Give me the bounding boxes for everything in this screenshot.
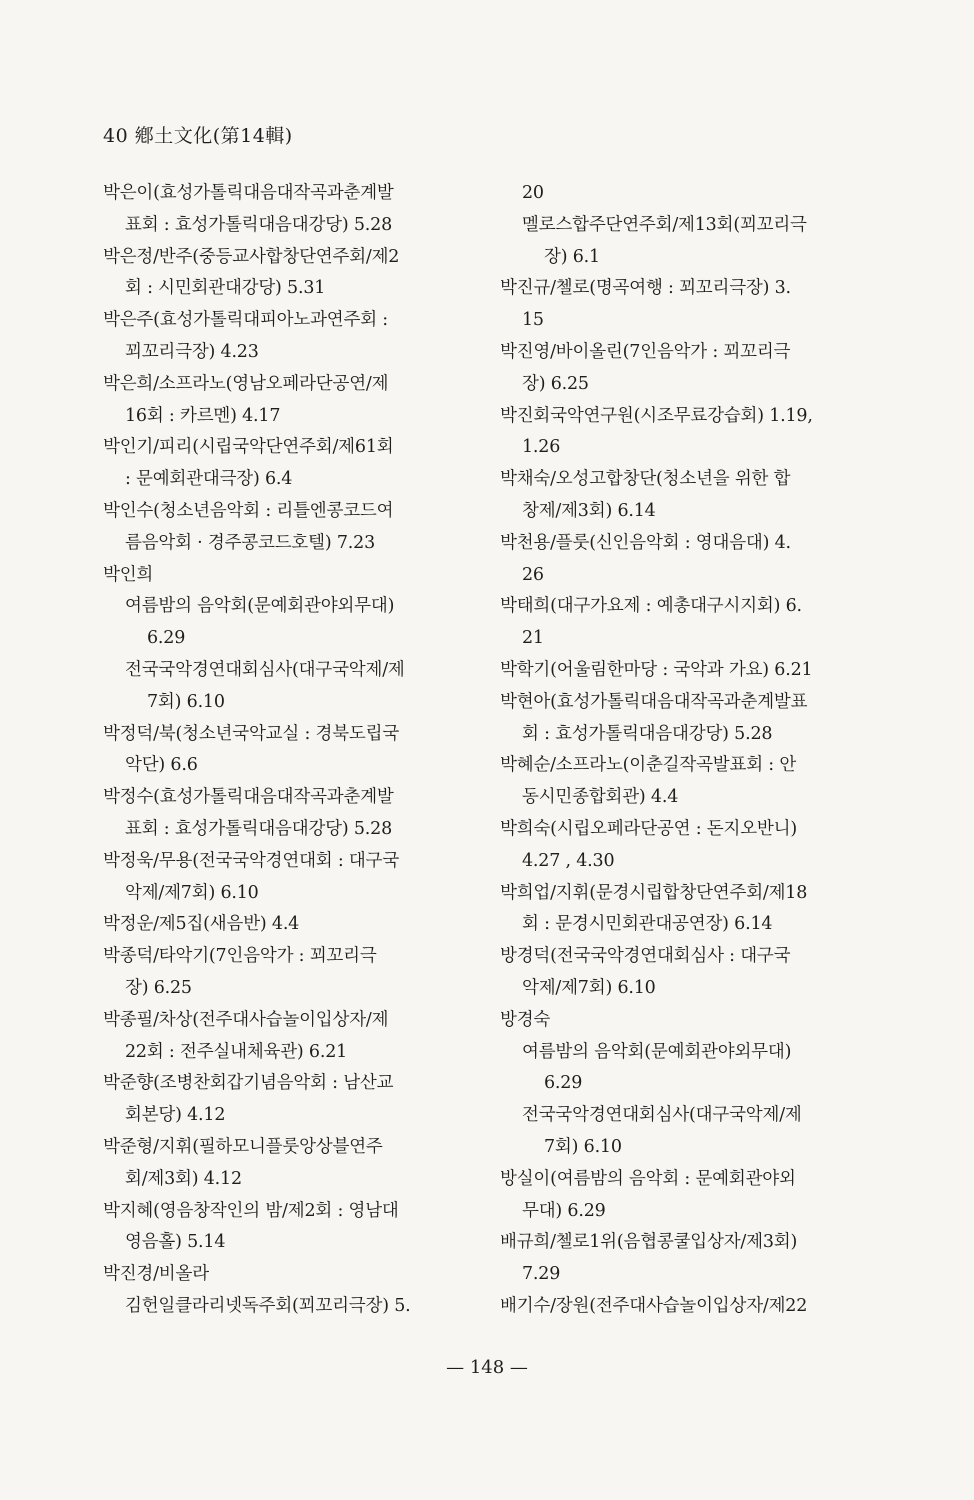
index-line: 박준향(조병찬회갑기념음악회 : 남산교 <box>103 1073 394 1094</box>
index-line: 박종덕/타악기(7인음악가 : 꾀꼬리극 <box>103 946 377 967</box>
page-number: — 148 — <box>446 1357 528 1378</box>
index-line: 배기수/장원(전주대사습놀이입상자/제22 <box>500 1295 808 1316</box>
index-line: 회 : 시민회관대강당) 5.31 <box>125 278 326 299</box>
index-line: 멜로스합주단연주회/제13회(꾀꼬리극 <box>522 214 807 235</box>
index-line: 회 : 효성가톨릭대음대강당) 5.28 <box>522 723 773 744</box>
index-line: 7회) 6.10 <box>544 1136 622 1157</box>
index-line: 박희업/지휘(문경시립합창단연주회/제18 <box>500 882 808 903</box>
index-line: 장) 6.25 <box>522 373 589 394</box>
index-line: 박준형/지휘(필하모니플룻앙상블연주 <box>103 1136 383 1157</box>
index-line: 박채숙/오성고합창단(청소년을 위한 합 <box>500 469 791 490</box>
index-line: 회 : 문경시민회관대공연장) 6.14 <box>522 914 773 935</box>
index-line: 박천용/플룻(신인음악회 : 영대음대) 4. <box>500 532 791 553</box>
index-line: 동시민종합회관) 4.4 <box>522 787 679 808</box>
index-line: 박진경/비올라 <box>103 1264 209 1285</box>
index-line: 4.27 , 4.30 <box>522 850 615 871</box>
index-line: 배규희/첼로1위(음협콩쿨입상자/제3회) <box>500 1232 798 1253</box>
index-line: 1.26 <box>522 437 561 458</box>
index-line: 여름밤의 음악회(문예회관야외무대) <box>125 596 395 617</box>
index-line: 박정덕/북(청소년국악교실 : 경북도립국 <box>103 723 400 744</box>
index-line: 장) 6.1 <box>544 246 600 267</box>
index-line: 름음악회 · 경주콩코드호텔) 7.23 <box>125 532 375 553</box>
index-line: 악단) 6.6 <box>125 755 198 776</box>
index-line: 방경숙 <box>500 1009 551 1030</box>
index-line: 여름밤의 음악회(문예회관야외무대) <box>522 1041 792 1062</box>
index-line: 박은정/반주(중등교사합창단연주회/제2 <box>103 246 400 267</box>
index-line: 22회 : 전주실내체육관) 6.21 <box>125 1041 348 1062</box>
index-line: 26 <box>522 564 544 585</box>
index-line: 박진회국악연구원(시조무료강습회) 1.19, <box>500 405 813 426</box>
index-line: 15 <box>522 310 544 331</box>
index-line: 전국국악경연대회심사(대구국악제/제 <box>125 659 405 680</box>
index-line: : 문예회관대극장) 6.4 <box>125 469 293 490</box>
index-line: 16회 : 카르멘) 4.17 <box>125 405 281 426</box>
index-line: 박현아(효성가톨릭대음대작곡과춘계발표 <box>500 691 808 712</box>
index-line: 박인희 <box>103 564 154 585</box>
index-line: 박정수(효성가톨릭대음대작곡과춘계발 <box>103 787 394 808</box>
index-line: 박태희(대구가요제 : 예총대구시지회) 6. <box>500 596 802 617</box>
index-line: 표회 : 효성가톨릭대음대강당) 5.28 <box>125 818 393 839</box>
index-line: 박인수(청소년음악회 : 리틀엔콩코드여 <box>103 500 394 521</box>
index-line: 박학기(어울림한마당 : 국악과 가요) 6.21 <box>500 659 813 680</box>
index-line: 박진규/첼로(명곡여행 : 꾀꼬리극장) 3. <box>500 278 791 299</box>
index-line: 꾀꼬리극장) 4.23 <box>125 341 259 362</box>
index-line: 무대) 6.29 <box>522 1200 606 1221</box>
index-line: 박진영/바이올린(7인음악가 : 꾀꼬리극 <box>500 341 791 362</box>
index-column-right <box>500 178 872 1323</box>
index-line: 표회 : 효성가톨릭대음대강당) 5.28 <box>125 214 393 235</box>
index-line: 박지혜(영음창작인의 밤/제2회 : 영남대 <box>103 1200 399 1221</box>
index-line: 박은희/소프라노(영남오페라단공연/제 <box>103 373 389 394</box>
index-line: 박혜순/소프라노(이춘길작곡발표회 : 안 <box>500 755 797 776</box>
index-line: 7회) 6.10 <box>147 691 225 712</box>
index-line: 21 <box>522 628 544 649</box>
index-line: 박희숙(시립오페라단공연 : 돈지오반니) <box>500 818 797 839</box>
index-line: 회/제3회) 4.12 <box>125 1168 242 1189</box>
index-line: 7.29 <box>522 1264 561 1285</box>
index-line: 회본당) 4.12 <box>125 1105 226 1126</box>
index-line: 박종필/차상(전주대사습놀이입상자/제 <box>103 1009 389 1030</box>
index-line: 박정운/제5집(새음반) 4.4 <box>103 914 300 935</box>
index-line: 전국국악경연대회심사(대구국악제/제 <box>522 1105 802 1126</box>
index-line: 방경덕(전국국악경연대회심사 : 대구국 <box>500 946 791 967</box>
index-column-left <box>103 178 475 1323</box>
index-line: 6.29 <box>147 628 186 649</box>
index-line: 박은이(효성가톨릭대음대작곡과춘계발 <box>103 183 394 203</box>
index-line: 방실이(여름밤의 음악회 : 문예회관야외 <box>500 1168 796 1189</box>
index-line: 박인기/피리(시립국악단연주회/제61회 <box>103 437 394 458</box>
running-header: 40 鄕土文化(第14輯) <box>103 125 293 147</box>
index-line: 장) 6.25 <box>125 977 192 998</box>
index-line: 김헌일클라리넷독주회(꾀꼬리극장) 5. <box>125 1295 411 1316</box>
index-line: 박정욱/무용(전국국악경연대회 : 대구국 <box>103 850 400 871</box>
index-line: 악제/제7회) 6.10 <box>522 977 656 998</box>
index-line: 6.29 <box>544 1073 583 1094</box>
index-line: 박은주(효성가톨릭대피아노과연주회 : <box>103 310 388 331</box>
index-line: 20 <box>522 183 544 203</box>
index-line: 영음홀) 5.14 <box>125 1232 226 1253</box>
index-line: 창제/제3회) 6.14 <box>522 500 656 521</box>
index-line: 악제/제7회) 6.10 <box>125 882 259 903</box>
